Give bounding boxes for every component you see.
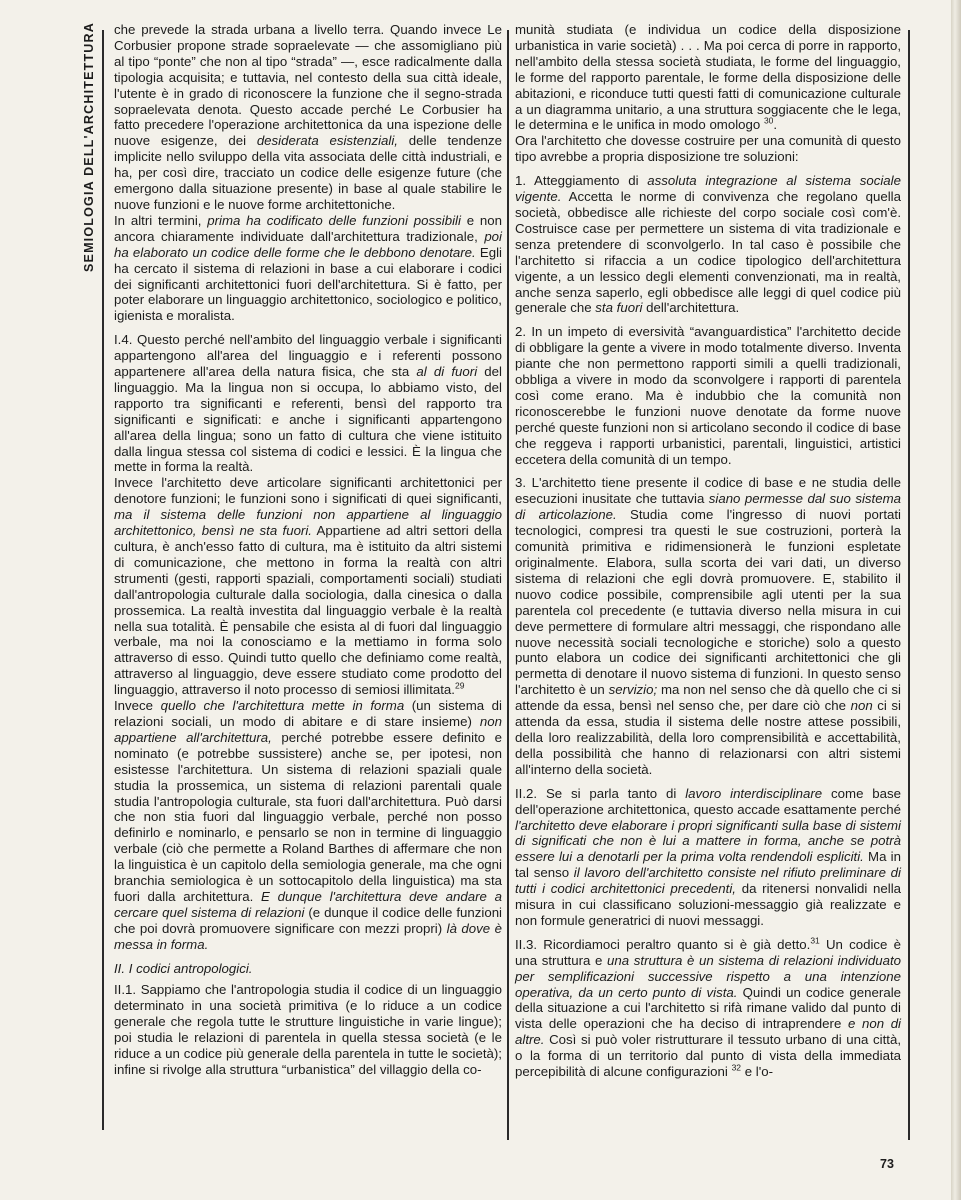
text-run: che prevede la strada urbana a livello terra. Quando invece Le Corbusier propone strade sopraelevate — che assomigliano più al tipo “ponte” che non al tipo “strada” —, esce radicalmente dalla tipologia acquisita; e tuttavia, nel contesto della sua città ideale, l'utente è in grado di riconoscere la funzione che il segno-strada sopraelevata denota. Questo accade perché Le Corbusier ha fatto precedere l'operazione architettonica da una ispezione delle nuove esigenze, dei — [114, 22, 502, 149]
text-run: delle tendenze implicite nello sviluppo della vita associata delle città industriali, e ha, per così dire, tracciato un codice delle esigenze future (che emergono dalla situazione presente) in base al quale stabilire le nuove funzioni e le nuove forme architettoniche. — [114, 133, 503, 212]
italic-text: non — [850, 698, 873, 714]
italic-text: sta fuori — [595, 300, 643, 316]
paragraph — [114, 982, 502, 1077]
text-run: Accetta le norme di convivenza che regolano quella società, obbedisce alle richieste del corpo sociale così com'è. Costruisce case per permettere un sistema di vita tradizionale e senza pretendere di sconvolgerlo. In tal caso è possibile che l'architetto si rifaccia a un codice tipologico dell'architettura vigente, a un lessico degli elementi convenzionati, ma in realtà, anche senza saperlo, egli obbedisce alle leggi di quel codice più generale che — [515, 189, 901, 316]
text-run: Invece — [114, 698, 161, 714]
italic-text: quello che l'architettura mette in forma — [160, 698, 405, 714]
text-run: Un codice è una struttura e — [515, 936, 901, 968]
footnote-ref: 31 — [810, 935, 820, 946]
footnote-ref: 32 — [731, 1062, 742, 1073]
text-run: e l'o- — [741, 1064, 774, 1080]
text-run: (e dunque il codice delle funzioni che poi dovrà promuovere significare con mezzi propri) — [114, 904, 503, 936]
paragraph — [515, 475, 901, 777]
right-column-rule — [908, 30, 910, 1140]
italic-text: ma il sistema delle funzioni non appartiene al linguaggio architettonico, bensì ne sta fuori. — [114, 507, 502, 539]
italic-text: servizio; — [608, 682, 658, 698]
italic-text: e non di altre. — [515, 1016, 902, 1048]
text-run: munità studiata (e individua un codice della disposizione urbanistica in varie società) . . . Ma poi cerca di porre in rapporto, nell'ambito della stessa società studiata, le forme del linguaggio, le forme del rapporto parentale, le forme della disposizione delle abitazioni, e riconduce tutti questi fatti di comunicazione culturale a un diagramma unitario, a una struttura soggiacente che le lega, le determina e le unifica in modo omologo — [515, 22, 901, 133]
italic-text: siano permesse dal suo sistema di articolazione. — [515, 491, 901, 523]
text-run: del linguaggio. Ma la lingua non si occupa, lo abbiamo visto, del rapporto tra significanti e referenti, bensì del rapporto tra significanti e significati: e anche i significanti appartengono all'area della lingua; sono un fatto di cultura che viene istituito dalla lingua stessa col sistema di codici e lessici. È la lingua che mette in forma la realtà. — [114, 364, 502, 475]
paragraph — [515, 173, 901, 316]
italic-text: assoluta integrazione al sistema sociale vigente. — [515, 173, 901, 205]
text-run: Appartiene ad altri settori della cultura, è anch'esso fatto di cultura, ma è istituito da altri sistemi di comunicazione, che mettono in forma la realtà con altri strumenti (gesti, rapporti spaziali, comportamenti sociali) studiati dall'antropologia culturale dalla sociologia, dalla cinesica o dalla prossemica. La realtà investita dal linguaggio verbale è la realtà nella sua totalità. È pensabile che esista al di fuori dal linguaggio verbale, ma noi la conosciamo e la mettiamo in forma solo attraverso di esso. Quindi tutto quello che definiamo come realtà, attraverso al linguaggio, deve essere studiato come prodotto del linguaggio, attraverso il noto processo di semiosi illimitata. — [114, 523, 503, 698]
text-run: 1. Atteggiamento di — [515, 173, 648, 189]
footnote-ref: 29 — [454, 680, 465, 691]
paragraph — [515, 22, 901, 133]
left-column-rule — [102, 30, 104, 1130]
text-run: Quindi un codice generale della situazione a cui l'architetto si rifà rimane valido dal punto di vista delle operazioni che ha deciso di intraprendere — [515, 984, 902, 1032]
text-run: dell'architettura. — [642, 300, 740, 316]
italic-text: non appartiene all'architettura, — [114, 713, 502, 745]
text-run: II.2. Se si parla tanto di — [515, 785, 686, 801]
paragraph — [114, 213, 502, 324]
text-run: II.1. Sappiamo che l'antropologia studia il codice di un linguaggio determinato in una società primitiva (e lo riduce a un codice generale che regola tutte le strutture linguistiche in varie lingue); poi studia le relazioni di parentela in quella stessa società (e le riduce a un codice più generale della parentela in tutte le società); infine si rivolge alla struttura “urbanistica” del villaggio della co- — [114, 982, 502, 1077]
page-number: 73 — [880, 1157, 894, 1171]
text-run: da ritenersi nonvalidi nella misura in cui classificano soluzioni-messaggio già realizzate e non formule generatrici di nuovi messaggi. — [515, 881, 902, 928]
text-run: . — [773, 117, 778, 133]
side-running-title: SEMIOLOGIA DELL'ARCHITETTURA — [82, 22, 96, 272]
italic-text: II. I codici antropologici. — [114, 960, 253, 976]
paragraph — [515, 133, 901, 165]
italic-text: l'architetto deve elaborare i propri significanti sulla base di sistemi di significati che non è lui a mattere in forma, anche se potrà essere lui a denotarli per la prima volta rendendoli espliciti. — [515, 817, 901, 865]
paragraph — [114, 475, 502, 698]
right-text-column — [515, 22, 901, 1080]
paragraph — [114, 698, 502, 953]
paragraph — [515, 937, 901, 1080]
text-run: ci si attenda da essa, studia il sistema delle nostre attese possibili, della loro realizzabilità, della loro comprensibilità e accettabilità, della possibilità che hanno di relazionarsi con altri sistemi all'interno della società. — [515, 698, 902, 777]
italic-text: al di fuori — [416, 364, 478, 380]
paragraph — [114, 22, 502, 213]
text-run: Ma in tal senso — [515, 849, 901, 881]
text-run: perché potrebbe essere definito e nominato (e potrebbe sussistere) anche se, per ipotesi, non esistesse l'architettura. Un sistema di relazioni spaziali quale studia la prossemica, un sistema di relazioni parentali quale studia l'antropologia culturale, sta fuori dall'architettura. Può darsi che non stia fuori dal linguaggio verbale, perché non posso definirlo e nominarlo, e pensarlo se non in termine di linguaggio verbale (ciò che permette a Roland Barthes di affermare che non la linguistica è un capitolo della semiologia generale, ma che ogni branchia semiologica è un sottocapitolo della linguistica) ma sta fuori dalla architettura. — [114, 729, 502, 904]
page-edge — [951, 0, 961, 1200]
italic-text: prima ha codificato delle funzioni possibili — [207, 212, 461, 228]
italic-text: desiderata esistenziali, — [256, 133, 398, 149]
text-run: In altri termini, — [114, 212, 208, 228]
italic-text: E dunque l'architettura deve andare a cercare quel sistema di relazioni — [114, 888, 503, 920]
text-run: 3. L'architetto tiene presente il codice di base e ne studia delle esecuzioni inusitate che tuttavia — [515, 475, 901, 507]
text-run: Egli ha cercato il sistema di relazioni in base a cui elaborare i codici dei significanti architettonici fuori dell'architettura. Si è fatto, per poter elaborare un linguaggio architettonico, sociologico e politico, igienista e moralista. — [114, 244, 502, 324]
text-run: Invece l'architetto deve articolare significanti architettonici per denotore funzioni; le funzioni sono i significati di quei significanti, — [114, 475, 502, 507]
italic-text: là dove è messa in forma. — [114, 920, 502, 952]
text-run: come base dell'operazione architettonica, questo accade esattamente perché — [515, 785, 902, 817]
paragraph — [515, 786, 901, 929]
text-run: e non ancora chiaramente individuate dall'architettura tradizionale, — [114, 212, 502, 244]
section-heading — [114, 961, 502, 977]
text-run: II.3. Ricordiamoci peraltro quanto si è già detto. — [515, 936, 811, 952]
text-run: 2. In un impeto di eversività “avanguardistica” l'architetto decide di obbligare la gente a vivere in modo totalmente diverso. Inventa piante che non permettono rapporti simili a quelli tradizionali, obbliga a vivere in modo da sconvolgere i rapporti di parentela così come erano. Ma è indubbio che la comunità non riconoscerebbe le funzioni nuove denotate da forme nuove perché queste funzioni non si articolano secondo il codice di base che reggeva i rapporti urbanistici, parentali, linguistici, artistici eccetera della comunità di un tempo. — [515, 324, 901, 467]
text-run: Studia come l'ingresso di nuovi portati tecnologici, compresi tra questi le sue costruzioni, porterà la comunità primitiva e ridimensionerà le funzioni espletate originalmente. Elabora, sulla scorta dei vari dati, un diverso sistema di relazioni che egli dovrà promuovere. E, stabilito il nuovo codice possibile, comprensibile agli utenti per la sua parentela col precedente (e tuttavia diverso nella misura in cui deve permettere di formulare altri messaggi, che rispondano alle nuove necessità sociali tecnologiche e storiche) solo a questo punto elabora un codice dei significanti architettonici che gli permetta di denotare il nuovo sistema di funzioni. In questo senso l'architetto è un — [515, 507, 901, 698]
paragraph — [515, 324, 901, 467]
text-run: ma non nel senso che dà quello che ci si attende da essa, bensì nel senso che, per dare ciò che — [515, 682, 901, 714]
text-run: (un sistema di relazioni sociali, un modo di abitare e di stare insieme) — [114, 698, 502, 729]
italic-text: una struttura è un sistema di relazioni individuato per semplificazioni successive rispetto a una intenzione operativa, da un certo punto di vista. — [515, 952, 901, 1000]
text-run: Così si può voler ristrutturare il tessuto urbano di una città, o la forma di un territorio dal punto di vista della immediata percepibilità di alcune configurazioni — [515, 1032, 901, 1080]
italic-text: lavoro interdisciplinare — [685, 785, 823, 801]
italic-text: il lavoro dell'architetto consiste nel rifiuto preliminare di tutti i codici architettonici precedenti, — [515, 865, 901, 897]
footnote-ref: 30 — [763, 116, 774, 127]
text-run: I.4. Questo perché nell'ambito del linguaggio verbale i significanti appartengono all'area del linguaggio e i referenti possono appartenere all'area della natura fisica, che sta — [114, 332, 502, 380]
text-run: Ora l'architetto che dovesse costruire per una comunità di questo tipo avrebbe a propria disposizione tre soluzioni: — [515, 133, 901, 165]
middle-column-rule — [507, 30, 509, 1140]
paragraph — [114, 332, 502, 475]
italic-text: poi ha elaborato un codice delle forme che le debbono denotare. — [114, 228, 502, 260]
left-text-column — [114, 22, 502, 1078]
